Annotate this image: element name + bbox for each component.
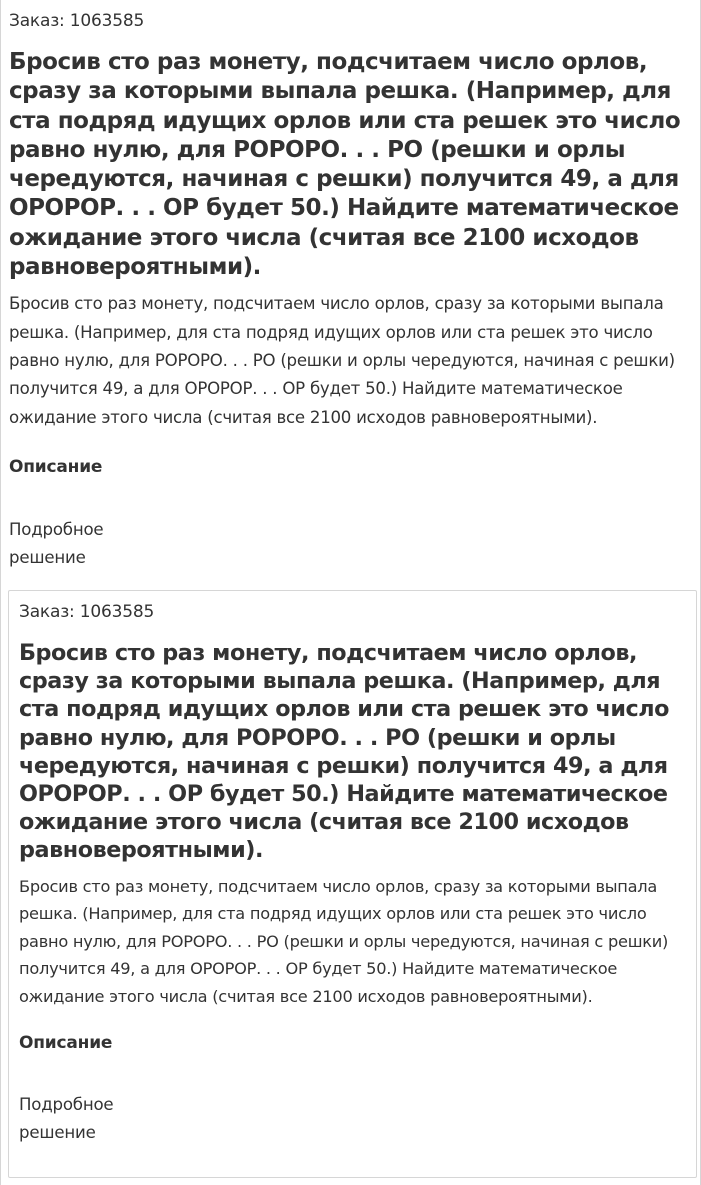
description-heading: Описание (19, 1033, 113, 1054)
order-number: Заказ: 1063585 (19, 602, 155, 622)
detailed-solution-text: Подробное решение (19, 1095, 114, 1143)
order-card-repeat (8, 590, 697, 1178)
task-text: Бросив сто раз монету, подсчитаем число орлов, сразу за которыми выпала решка. (Например, для ста подряд идущих орлов или ста решек это число равно нулю, для РОРОРО. . . РО (решки и орлы чередуются, начиная с решки) получится 49, а для ОРОРОР. . . ОР будет 50.) Найдите математическое ожидание этого числа (считая все 2100 исходов равновероятными). (19, 876, 669, 1006)
task-text: Бросив сто раз монету, подсчитаем число орлов, сразу за которыми выпала решка. (Например, для ста подряд идущих орлов или ста решек это число равно нулю, для РОРОРО. . . РО (решки и орлы чередуются, начиная с решки) получится 49, а для ОРОРОР. . . ОР будет 50.) Найдите математическое ожидание этого числа (считая все 2100 исходов равновероятными). (9, 294, 675, 427)
task-title: Бросив сто раз монету, подсчитаем число орлов, сразу за которыми выпала решка. (Например, для ста подряд идущих орлов или ста решек это число равно нулю, для РОРОРО. . . РО (решки и орлы чередуются, начиная с решки) получится 49, а для ОРОРОР. . . ОР будет 50.) Найдите математическое ожидание этого числа (считая все 2100 исходов равновероятными). (19, 640, 670, 864)
order-card (0, 0, 701, 572)
task-title: Бросив сто раз монету, подсчитаем число орлов, сразу за которыми выпала решка. (Например, для ста подряд идущих орлов или ста решек это число равно нулю, для РОРОРО. . . РО (решки и орлы чередуются, начиная с решки) получится 49, а для ОРОРОР. . . ОР будет 50.) Найдите математическое ожидание этого числа (считая все 2100 исходов равновероятными). (9, 49, 681, 281)
order-number: Заказ: 1063585 (9, 11, 145, 31)
description-heading: Описание (9, 456, 103, 477)
detailed-solution-text: Подробное решение (9, 519, 104, 567)
